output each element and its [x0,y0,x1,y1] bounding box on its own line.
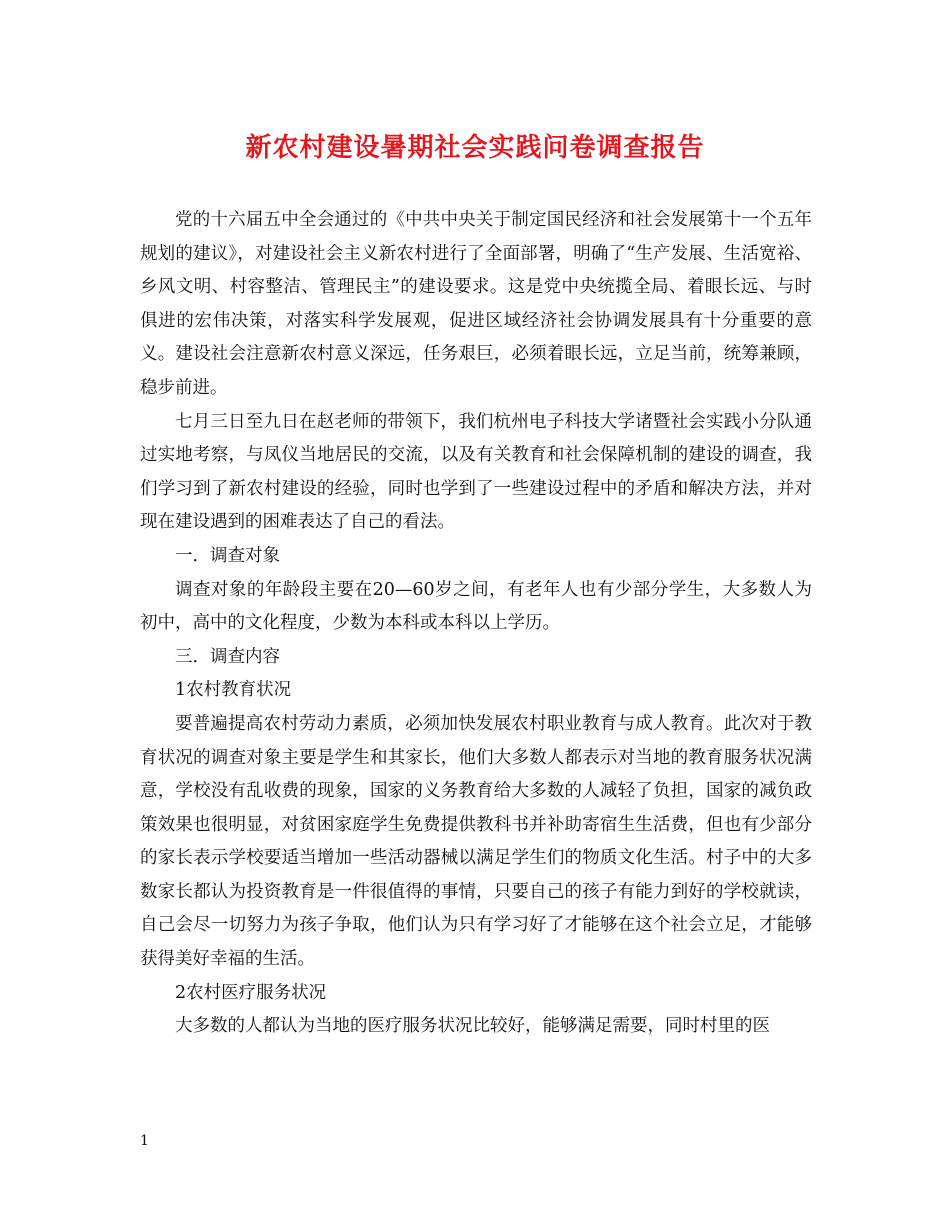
subheading-education: 1农村教育状况 [175,680,292,701]
document-title: 新农村建设暑期社会实践问卷调查报告 [245,133,705,163]
medical-paragraph: 大多数的人都认为当地的医疗服务状况比较好，能够满足需要，同时村里的医 [175,1016,770,1037]
survey-subjects-paragraph: 调查对象的年龄段主要在20—60岁之间，有老年人也有少部分学生，大多数人为初中，高中的文化程度，少数为本科或本科以上学历。 [140,579,812,634]
section-heading-survey-content: 三．调查内容 [175,646,280,667]
section-heading-survey-subjects: 一．调查对象 [175,545,280,566]
document-body [140,204,812,1044]
subheading-medical: 2农村医疗服务状况 [175,982,327,1003]
practice-paragraph: 七月三日至九日在赵老师的带领下，我们杭州电子科技大学诸暨社会实践小分队通过实地考察，与凤仪当地居民的交流，以及有关教育和社会保障机制的建设的调查，我们学习到了新农村建设的经验，同时也学到了一些建设过程中的矛盾和解决方法，并对现在建设遇到的困难表达了自己的看法。 [140,411,812,533]
intro-paragraph: 党的十六届五中全会通过的《中共中央关于制定国民经济和社会发展第十一个五年规划的建议》，对建设社会主义新农村进行了全面部署，明确了“生产发展、生活宽裕、乡风文明、村容整洁、管理民主”的建设要求。这是党中央统揽全局、着眼长远、与时俱进的宏伟决策，对落实科学发展观，促进区域经济社会协调发展具有十分重要的意义。建设社会注意新农村意义深远，任务艰巨，必须着眼长远，立足当前，统筹兼顾，稳步前进。 [140,210,812,398]
education-paragraph: 要普遍提高农村劳动力素质，必须加快发展农村职业教育与成人教育。此次对于教育状况的调查对象主要是学生和其家长，他们大多数人都表示对当地的教育服务状况满意，学校没有乱收费的现象，国家的义务教育给大多数的人减轻了负担，国家的减负政策效果也很明显，对贫困家庭学生免费提供教科书并补助寄宿生生活费，但也有少部分的家长表示学校要适当增加一些活动器械以满足学生们的物质文化生活。村子中的大多数家长都认为投资教育是一件很值得的事情，只要自己的孩子有能力到好的学校就读，自己会尽一切努力为孩子争取，他们认为只有学习好了才能够在这个社会立足，才能够获得美好幸福的生活。 [140,713,812,970]
page-number: 1 [140,1133,149,1149]
